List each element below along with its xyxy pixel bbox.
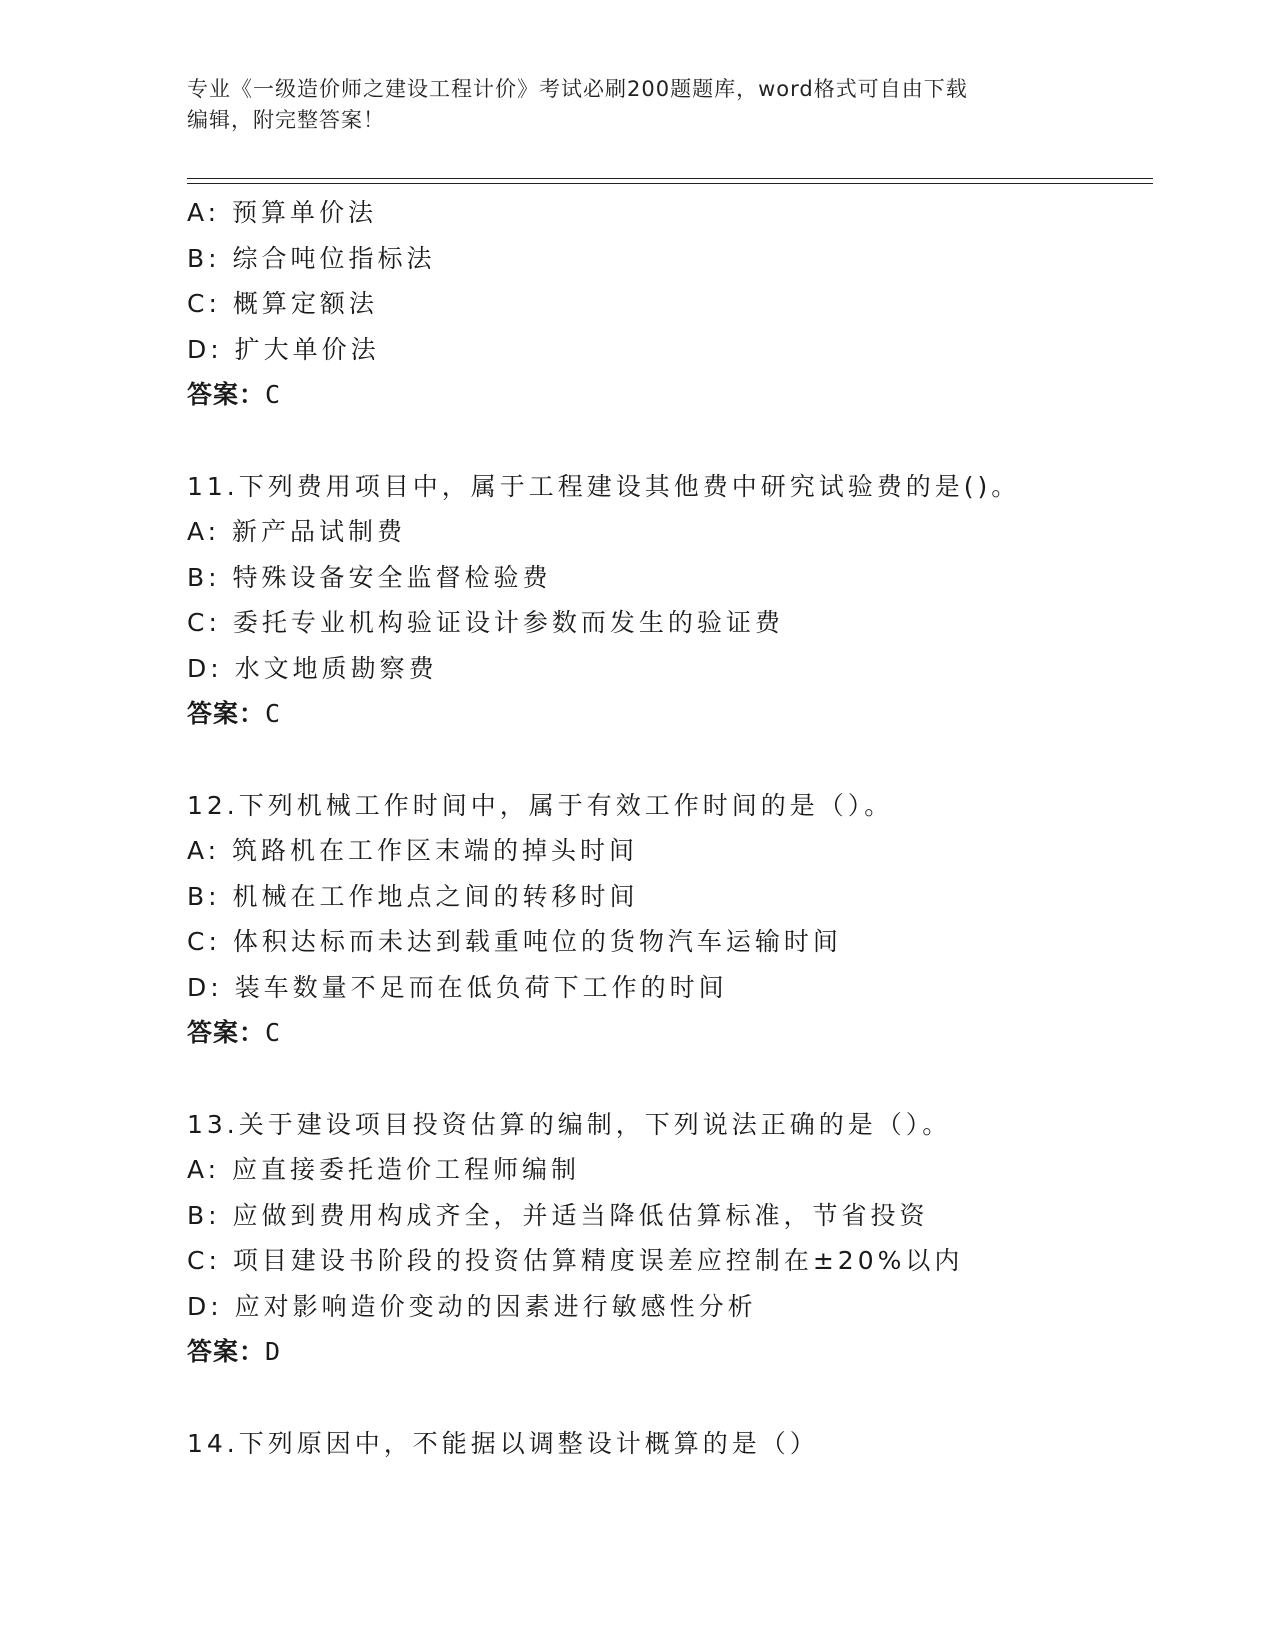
header-rule-top [187, 178, 1153, 179]
answer-label: 答案： [187, 1337, 266, 1366]
option-letter: C: [187, 289, 221, 318]
answer-line [187, 372, 1147, 418]
option-c [187, 281, 1147, 327]
option-text: 应直接委托造价工程师编制 [232, 1155, 581, 1184]
option-a [187, 1147, 1147, 1193]
document-header [187, 74, 1087, 136]
answer-value: C [265, 380, 281, 409]
option-letter: B: [187, 562, 221, 592]
option-text: 应做到费用构成齐全，并适当降低估算标准，节省投资 [232, 1200, 929, 1230]
option-text: 委托专业机构验证设计参数而发生的验证费 [232, 608, 784, 637]
option-letter: B: [187, 243, 221, 273]
option-a [187, 190, 1147, 236]
option-text: 机械在工作地点之间的转移时间 [232, 881, 639, 911]
option-text: 概算定额法 [232, 289, 378, 318]
option-c [187, 1238, 1147, 1284]
question-block-13 [187, 1102, 1147, 1375]
option-text: 综合吨位指标法 [232, 243, 436, 273]
option-text: 体积达标而未达到载重吨位的货物汽车运输时间 [232, 927, 842, 956]
question-block-14 [187, 1421, 1147, 1467]
option-text: 特殊设备安全监督检验费 [232, 562, 552, 592]
option-text: 预算单价法 [232, 198, 378, 227]
option-c [187, 919, 1147, 965]
option-letter: A: [187, 517, 221, 546]
header-line-2: 编辑，附完整答案！ [187, 108, 385, 132]
option-d [187, 1284, 1147, 1330]
option-b [187, 1193, 1147, 1239]
option-letter: A: [187, 198, 221, 227]
option-letter: B: [187, 1200, 221, 1230]
question-list [187, 190, 1147, 1466]
option-d [187, 646, 1147, 692]
answer-line [187, 1010, 1147, 1056]
option-letter: B: [187, 881, 221, 911]
answer-label: 答案： [187, 699, 266, 728]
header-rule-bottom [187, 183, 1153, 184]
question-stem: 13.关于建设项目投资估算的编制，下列说法正确的是（）。 [187, 1109, 952, 1139]
option-b [187, 874, 1147, 920]
option-a [187, 509, 1147, 555]
question-stem: 12.下列机械工作时间中，属于有效工作时间的是（）。 [187, 790, 894, 820]
question-block-prev [187, 190, 1147, 418]
option-letter: A: [187, 1155, 221, 1184]
answer-value: C [265, 699, 281, 728]
question-block-11 [187, 464, 1147, 737]
option-c [187, 600, 1147, 646]
option-text: 筑路机在工作区末端的掉头时间 [232, 836, 639, 865]
option-letter: D: [187, 1291, 223, 1321]
option-text: 水文地质勘察费 [234, 653, 438, 683]
option-text: 项目建设书阶段的投资估算精度误差应控制在±20%以内 [232, 1246, 964, 1275]
option-a [187, 828, 1147, 874]
option-letter: C: [187, 927, 221, 956]
option-d [187, 327, 1147, 373]
option-text: 新产品试制费 [232, 517, 407, 546]
option-b [187, 236, 1147, 282]
option-letter: A: [187, 836, 221, 865]
option-text: 装车数量不足而在低负荷下工作的时间 [234, 972, 728, 1002]
answer-line [187, 691, 1147, 737]
answer-label: 答案： [187, 380, 266, 409]
answer-value: D [265, 1337, 281, 1366]
option-letter: C: [187, 608, 221, 637]
option-d [187, 965, 1147, 1011]
answer-value: C [265, 1018, 281, 1047]
answer-label: 答案： [187, 1018, 266, 1047]
answer-line [187, 1329, 1147, 1375]
header-line-1: 专业《一级造价师之建设工程计价》考试必刷200题题库，word格式可自由下载 [187, 77, 968, 101]
question-block-12 [187, 783, 1147, 1056]
option-letter: D: [187, 334, 223, 364]
option-b [187, 555, 1147, 601]
option-letter: C: [187, 1246, 221, 1275]
question-stem: 14.下列原因中，不能据以调整设计概算的是（） [187, 1428, 819, 1458]
option-letter: D: [187, 972, 223, 1002]
option-text: 应对影响造价变动的因素进行敏感性分析 [234, 1291, 757, 1321]
question-stem: 11.下列费用项目中，属于工程建设其他费中研究试验费的是()。 [187, 471, 1021, 501]
option-letter: D: [187, 653, 223, 683]
option-text: 扩大单价法 [234, 334, 380, 364]
